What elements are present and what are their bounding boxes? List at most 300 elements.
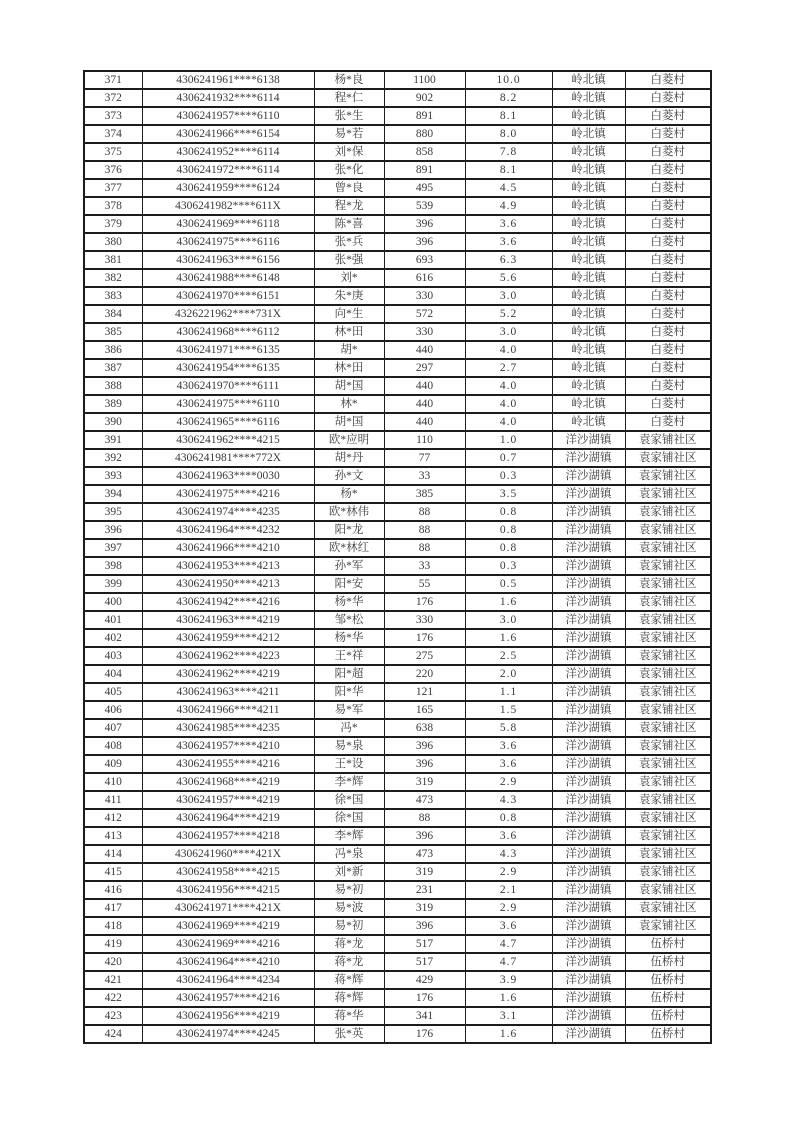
cell-town: 岭北镇 <box>552 107 625 125</box>
cell-rate: 4.0 <box>465 341 552 359</box>
cell-town: 洋沙湖镇 <box>552 683 625 701</box>
cell-amount: 88 <box>384 503 465 521</box>
cell-serial-number: 415 <box>84 863 142 881</box>
cell-masked-name: 徐*国 <box>314 809 384 827</box>
cell-masked-id: 4306241956****4215 <box>142 881 314 899</box>
cell-masked-name: 孙*军 <box>314 557 384 575</box>
cell-serial-number: 396 <box>84 521 142 539</box>
table-row <box>84 899 711 917</box>
cell-rate: 4.3 <box>465 845 552 863</box>
cell-town: 岭北镇 <box>552 233 625 251</box>
cell-town: 岭北镇 <box>552 215 625 233</box>
cell-masked-id: 4306241981****772X <box>142 449 314 467</box>
cell-masked-id: 4306241963****4219 <box>142 611 314 629</box>
cell-village: 白菱村 <box>625 161 711 179</box>
cell-masked-id: 4306241969****4216 <box>142 935 314 953</box>
cell-town: 岭北镇 <box>552 251 625 269</box>
cell-rate: 1.6 <box>465 989 552 1007</box>
cell-village: 白菱村 <box>625 233 711 251</box>
cell-rate: 1.6 <box>465 1025 552 1043</box>
cell-masked-name: 易*波 <box>314 899 384 917</box>
cell-village: 袁家铺社区 <box>625 881 711 899</box>
roster-table <box>83 70 712 1044</box>
table-row <box>84 413 711 431</box>
cell-village: 袁家铺社区 <box>625 467 711 485</box>
cell-serial-number: 388 <box>84 377 142 395</box>
cell-masked-name: 程*龙 <box>314 197 384 215</box>
cell-amount: 858 <box>384 143 465 161</box>
cell-masked-name: 刘*新 <box>314 863 384 881</box>
cell-masked-name: 刘* <box>314 269 384 287</box>
cell-amount: 473 <box>384 791 465 809</box>
cell-town: 洋沙湖镇 <box>552 629 625 647</box>
cell-masked-id: 4306241960****421X <box>142 845 314 863</box>
cell-masked-id: 4306241959****4212 <box>142 629 314 647</box>
cell-village: 白菱村 <box>625 71 711 89</box>
cell-masked-name: 冯* <box>314 719 384 737</box>
cell-masked-id: 4306241963****0030 <box>142 467 314 485</box>
cell-masked-id: 4306241961****6138 <box>142 71 314 89</box>
cell-masked-name: 杨*华 <box>314 629 384 647</box>
table-row <box>84 233 711 251</box>
cell-village: 袁家铺社区 <box>625 503 711 521</box>
cell-town: 岭北镇 <box>552 143 625 161</box>
cell-town: 洋沙湖镇 <box>552 827 625 845</box>
table-row <box>84 359 711 377</box>
cell-rate: 0.8 <box>465 809 552 827</box>
cell-serial-number: 394 <box>84 485 142 503</box>
cell-serial-number: 380 <box>84 233 142 251</box>
table-row <box>84 845 711 863</box>
table-row <box>84 935 711 953</box>
cell-serial-number: 376 <box>84 161 142 179</box>
cell-masked-id: 4306241968****4219 <box>142 773 314 791</box>
cell-rate: 2.9 <box>465 899 552 917</box>
cell-masked-id: 4306241988****6148 <box>142 269 314 287</box>
cell-serial-number: 422 <box>84 989 142 1007</box>
cell-masked-name: 程*仁 <box>314 89 384 107</box>
cell-rate: 0.7 <box>465 449 552 467</box>
cell-town: 洋沙湖镇 <box>552 521 625 539</box>
cell-amount: 396 <box>384 755 465 773</box>
cell-serial-number: 383 <box>84 287 142 305</box>
cell-village: 白菱村 <box>625 323 711 341</box>
cell-masked-id: 4306241971****421X <box>142 899 314 917</box>
cell-amount: 429 <box>384 971 465 989</box>
cell-town: 岭北镇 <box>552 197 625 215</box>
cell-serial-number: 423 <box>84 1007 142 1025</box>
cell-town: 岭北镇 <box>552 323 625 341</box>
cell-rate: 5.8 <box>465 719 552 737</box>
cell-town: 岭北镇 <box>552 161 625 179</box>
cell-town: 洋沙湖镇 <box>552 881 625 899</box>
cell-rate: 1.6 <box>465 629 552 647</box>
cell-masked-name: 蒋*辉 <box>314 971 384 989</box>
cell-masked-name: 陈*喜 <box>314 215 384 233</box>
cell-masked-id: 4306241957****4216 <box>142 989 314 1007</box>
cell-masked-name: 张*英 <box>314 1025 384 1043</box>
cell-village: 白菱村 <box>625 89 711 107</box>
cell-amount: 440 <box>384 341 465 359</box>
table-row <box>84 107 711 125</box>
table-row <box>84 179 711 197</box>
cell-amount: 165 <box>384 701 465 719</box>
cell-rate: 2.9 <box>465 863 552 881</box>
table-row <box>84 161 711 179</box>
cell-village: 袁家铺社区 <box>625 737 711 755</box>
cell-town: 洋沙湖镇 <box>552 755 625 773</box>
cell-masked-id: 4306241954****6135 <box>142 359 314 377</box>
cell-serial-number: 405 <box>84 683 142 701</box>
cell-town: 洋沙湖镇 <box>552 1025 625 1043</box>
cell-town: 洋沙湖镇 <box>552 701 625 719</box>
cell-amount: 616 <box>384 269 465 287</box>
cell-town: 岭北镇 <box>552 125 625 143</box>
cell-town: 洋沙湖镇 <box>552 989 625 1007</box>
cell-village: 白菱村 <box>625 395 711 413</box>
cell-masked-name: 朱*庚 <box>314 287 384 305</box>
cell-serial-number: 397 <box>84 539 142 557</box>
cell-serial-number: 379 <box>84 215 142 233</box>
cell-masked-id: 4306241957****4218 <box>142 827 314 845</box>
cell-rate: 3.0 <box>465 323 552 341</box>
cell-village: 袁家铺社区 <box>625 647 711 665</box>
cell-village: 袁家铺社区 <box>625 809 711 827</box>
cell-amount: 891 <box>384 161 465 179</box>
table-row <box>84 881 711 899</box>
cell-village: 白菱村 <box>625 341 711 359</box>
table-row <box>84 1025 711 1043</box>
cell-serial-number: 392 <box>84 449 142 467</box>
cell-town: 洋沙湖镇 <box>552 539 625 557</box>
table-row <box>84 323 711 341</box>
cell-village: 袁家铺社区 <box>625 431 711 449</box>
cell-masked-name: 杨*良 <box>314 71 384 89</box>
cell-masked-id: 4306241971****6135 <box>142 341 314 359</box>
cell-village: 白菱村 <box>625 197 711 215</box>
cell-amount: 319 <box>384 863 465 881</box>
cell-village: 袁家铺社区 <box>625 719 711 737</box>
cell-town: 洋沙湖镇 <box>552 899 625 917</box>
cell-town: 岭北镇 <box>552 269 625 287</box>
cell-serial-number: 399 <box>84 575 142 593</box>
cell-masked-id: 4306241955****4216 <box>142 755 314 773</box>
cell-masked-name: 胡*国 <box>314 413 384 431</box>
cell-village: 白菱村 <box>625 125 711 143</box>
cell-serial-number: 374 <box>84 125 142 143</box>
cell-rate: 0.3 <box>465 467 552 485</box>
cell-rate: 0.5 <box>465 575 552 593</box>
cell-village: 袁家铺社区 <box>625 557 711 575</box>
cell-town: 岭北镇 <box>552 395 625 413</box>
table-row <box>84 917 711 935</box>
cell-town: 洋沙湖镇 <box>552 665 625 683</box>
cell-masked-id: 4306241970****6151 <box>142 287 314 305</box>
cell-masked-id: 4306241969****4219 <box>142 917 314 935</box>
cell-village: 白菱村 <box>625 143 711 161</box>
cell-amount: 330 <box>384 287 465 305</box>
cell-masked-id: 4306241956****4219 <box>142 1007 314 1025</box>
cell-masked-id: 4306241952****6114 <box>142 143 314 161</box>
cell-masked-id: 4306241953****4213 <box>142 557 314 575</box>
cell-serial-number: 406 <box>84 701 142 719</box>
cell-serial-number: 386 <box>84 341 142 359</box>
table-row <box>84 683 711 701</box>
table-row <box>84 485 711 503</box>
cell-village: 伍桥村 <box>625 1007 711 1025</box>
cell-amount: 385 <box>384 485 465 503</box>
cell-serial-number: 410 <box>84 773 142 791</box>
cell-masked-name: 易*泉 <box>314 737 384 755</box>
cell-amount: 1100 <box>384 71 465 89</box>
cell-rate: 3.6 <box>465 917 552 935</box>
cell-masked-id: 4306241959****6124 <box>142 179 314 197</box>
cell-rate: 3.9 <box>465 971 552 989</box>
cell-masked-name: 胡*国 <box>314 377 384 395</box>
cell-serial-number: 417 <box>84 899 142 917</box>
table-row <box>84 989 711 1007</box>
cell-amount: 440 <box>384 395 465 413</box>
cell-amount: 396 <box>384 917 465 935</box>
cell-town: 洋沙湖镇 <box>552 863 625 881</box>
table-row <box>84 773 711 791</box>
cell-rate: 3.0 <box>465 611 552 629</box>
cell-village: 白菱村 <box>625 305 711 323</box>
cell-masked-name: 林*田 <box>314 323 384 341</box>
cell-rate: 0.8 <box>465 521 552 539</box>
cell-masked-name: 王*祥 <box>314 647 384 665</box>
cell-rate: 2.9 <box>465 773 552 791</box>
table-row <box>84 665 711 683</box>
table-row <box>84 701 711 719</box>
cell-masked-name: 蒋*龙 <box>314 935 384 953</box>
cell-rate: 2.5 <box>465 647 552 665</box>
table-row <box>84 269 711 287</box>
cell-serial-number: 411 <box>84 791 142 809</box>
cell-masked-name: 杨*华 <box>314 593 384 611</box>
cell-amount: 396 <box>384 827 465 845</box>
cell-masked-id: 4306241969****6118 <box>142 215 314 233</box>
cell-serial-number: 413 <box>84 827 142 845</box>
cell-amount: 88 <box>384 809 465 827</box>
cell-masked-id: 4306241932****6114 <box>142 89 314 107</box>
cell-amount: 517 <box>384 953 465 971</box>
cell-town: 洋沙湖镇 <box>552 467 625 485</box>
cell-amount: 495 <box>384 179 465 197</box>
cell-amount: 176 <box>384 629 465 647</box>
cell-masked-name: 蒋*龙 <box>314 953 384 971</box>
cell-village: 袁家铺社区 <box>625 755 711 773</box>
cell-masked-name: 蒋*华 <box>314 1007 384 1025</box>
cell-masked-name: 张*兵 <box>314 233 384 251</box>
cell-masked-name: 冯*泉 <box>314 845 384 863</box>
cell-amount: 176 <box>384 989 465 1007</box>
cell-town: 洋沙湖镇 <box>552 773 625 791</box>
cell-village: 袁家铺社区 <box>625 665 711 683</box>
cell-rate: 3.6 <box>465 233 552 251</box>
cell-masked-name: 张*化 <box>314 161 384 179</box>
cell-masked-id: 4306241957****4210 <box>142 737 314 755</box>
cell-masked-id: 4306241974****4235 <box>142 503 314 521</box>
cell-amount: 77 <box>384 449 465 467</box>
cell-town: 岭北镇 <box>552 305 625 323</box>
cell-masked-id: 4306241964****4210 <box>142 953 314 971</box>
cell-village: 袁家铺社区 <box>625 575 711 593</box>
cell-amount: 891 <box>384 107 465 125</box>
cell-village: 白菱村 <box>625 287 711 305</box>
cell-serial-number: 414 <box>84 845 142 863</box>
cell-serial-number: 389 <box>84 395 142 413</box>
cell-amount: 121 <box>384 683 465 701</box>
cell-masked-name: 胡* <box>314 341 384 359</box>
cell-town: 岭北镇 <box>552 71 625 89</box>
table-row <box>84 809 711 827</box>
cell-masked-id: 4326221962****731X <box>142 305 314 323</box>
table-row <box>84 341 711 359</box>
cell-serial-number: 412 <box>84 809 142 827</box>
cell-serial-number: 409 <box>84 755 142 773</box>
cell-town: 洋沙湖镇 <box>552 971 625 989</box>
cell-serial-number: 421 <box>84 971 142 989</box>
cell-village: 袁家铺社区 <box>625 521 711 539</box>
cell-village: 白菱村 <box>625 179 711 197</box>
table-row <box>84 557 711 575</box>
table-row <box>84 827 711 845</box>
cell-masked-id: 4306241942****4216 <box>142 593 314 611</box>
cell-town: 岭北镇 <box>552 287 625 305</box>
cell-amount: 341 <box>384 1007 465 1025</box>
cell-amount: 275 <box>384 647 465 665</box>
cell-masked-id: 4306241975****6116 <box>142 233 314 251</box>
cell-masked-id: 4306241966****4210 <box>142 539 314 557</box>
cell-serial-number: 404 <box>84 665 142 683</box>
cell-amount: 297 <box>384 359 465 377</box>
cell-serial-number: 377 <box>84 179 142 197</box>
cell-amount: 330 <box>384 323 465 341</box>
cell-rate: 1.5 <box>465 701 552 719</box>
table-row <box>84 503 711 521</box>
cell-serial-number: 378 <box>84 197 142 215</box>
cell-town: 洋沙湖镇 <box>552 557 625 575</box>
cell-rate: 3.5 <box>465 485 552 503</box>
cell-amount: 176 <box>384 1025 465 1043</box>
cell-rate: 5.6 <box>465 269 552 287</box>
cell-serial-number: 393 <box>84 467 142 485</box>
cell-masked-name: 李*辉 <box>314 827 384 845</box>
cell-rate: 4.9 <box>465 197 552 215</box>
cell-masked-id: 4306241985****4235 <box>142 719 314 737</box>
table-row <box>84 125 711 143</box>
table-row <box>84 647 711 665</box>
cell-masked-name: 易*若 <box>314 125 384 143</box>
cell-rate: 3.6 <box>465 827 552 845</box>
cell-town: 洋沙湖镇 <box>552 791 625 809</box>
cell-rate: 8.0 <box>465 125 552 143</box>
cell-amount: 330 <box>384 611 465 629</box>
cell-rate: 0.8 <box>465 539 552 557</box>
cell-masked-id: 4306241975****6110 <box>142 395 314 413</box>
cell-masked-name: 阳*华 <box>314 683 384 701</box>
cell-rate: 3.1 <box>465 1007 552 1025</box>
cell-amount: 33 <box>384 557 465 575</box>
cell-masked-name: 阳*安 <box>314 575 384 593</box>
cell-masked-name: 易*军 <box>314 701 384 719</box>
cell-rate: 4.5 <box>465 179 552 197</box>
table-row <box>84 71 711 89</box>
cell-masked-name: 李*辉 <box>314 773 384 791</box>
cell-rate: 3.0 <box>465 287 552 305</box>
cell-serial-number: 416 <box>84 881 142 899</box>
cell-serial-number: 385 <box>84 323 142 341</box>
cell-masked-id: 4306241964****4234 <box>142 971 314 989</box>
cell-town: 洋沙湖镇 <box>552 1007 625 1025</box>
cell-village: 袁家铺社区 <box>625 449 711 467</box>
cell-serial-number: 403 <box>84 647 142 665</box>
cell-town: 岭北镇 <box>552 377 625 395</box>
cell-village: 袁家铺社区 <box>625 845 711 863</box>
cell-rate: 2.1 <box>465 881 552 899</box>
table-row <box>84 197 711 215</box>
cell-village: 袁家铺社区 <box>625 593 711 611</box>
cell-village: 袁家铺社区 <box>625 899 711 917</box>
cell-rate: 4.7 <box>465 935 552 953</box>
cell-village: 袁家铺社区 <box>625 917 711 935</box>
cell-rate: 7.8 <box>465 143 552 161</box>
cell-village: 白菱村 <box>625 215 711 233</box>
cell-serial-number: 398 <box>84 557 142 575</box>
cell-masked-id: 4306241966****4211 <box>142 701 314 719</box>
table-row <box>84 971 711 989</box>
cell-amount: 880 <box>384 125 465 143</box>
cell-village: 袁家铺社区 <box>625 629 711 647</box>
cell-masked-name: 孙*文 <box>314 467 384 485</box>
cell-town: 洋沙湖镇 <box>552 575 625 593</box>
table-row <box>84 521 711 539</box>
cell-masked-id: 4306241958****4215 <box>142 863 314 881</box>
cell-masked-id: 4306241966****6154 <box>142 125 314 143</box>
table-row <box>84 1007 711 1025</box>
cell-masked-name: 向*生 <box>314 305 384 323</box>
cell-masked-name: 易*初 <box>314 917 384 935</box>
table-row <box>84 431 711 449</box>
table-row <box>84 863 711 881</box>
cell-serial-number: 395 <box>84 503 142 521</box>
cell-masked-name: 曾*良 <box>314 179 384 197</box>
cell-serial-number: 390 <box>84 413 142 431</box>
cell-village: 白菱村 <box>625 377 711 395</box>
cell-masked-id: 4306241957****6110 <box>142 107 314 125</box>
cell-rate: 8.1 <box>465 107 552 125</box>
cell-rate: 6.3 <box>465 251 552 269</box>
cell-masked-name: 王*设 <box>314 755 384 773</box>
table-row <box>84 755 711 773</box>
cell-masked-name: 邹*松 <box>314 611 384 629</box>
cell-amount: 539 <box>384 197 465 215</box>
cell-rate: 3.6 <box>465 737 552 755</box>
cell-rate: 4.7 <box>465 953 552 971</box>
cell-amount: 440 <box>384 377 465 395</box>
cell-amount: 88 <box>384 521 465 539</box>
cell-town: 岭北镇 <box>552 359 625 377</box>
cell-serial-number: 408 <box>84 737 142 755</box>
cell-masked-name: 杨* <box>314 485 384 503</box>
cell-masked-name: 阳*龙 <box>314 521 384 539</box>
cell-town: 洋沙湖镇 <box>552 737 625 755</box>
cell-amount: 396 <box>384 215 465 233</box>
cell-town: 洋沙湖镇 <box>552 719 625 737</box>
cell-masked-name: 蒋*辉 <box>314 989 384 1007</box>
cell-masked-id: 4306241962****4223 <box>142 647 314 665</box>
